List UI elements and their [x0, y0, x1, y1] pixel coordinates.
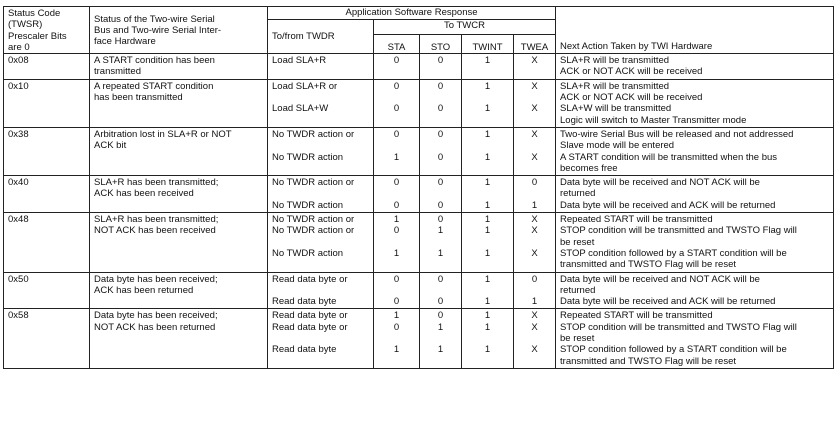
status-desc-header-line: face Hardware	[94, 36, 156, 48]
next-action-line: STOP condition followed by a START condition will be	[560, 344, 787, 356]
next-action-cell	[556, 176, 834, 213]
sto-value: 1	[437, 344, 444, 356]
twea-value: X	[531, 151, 538, 163]
app-response-header: Application Software Response	[268, 7, 556, 20]
next-action-line: SLA+R will be transmitted	[560, 55, 670, 67]
status-description-line: NOT ACK has been received	[94, 225, 216, 237]
next-action-line: be reset	[560, 236, 595, 248]
next-action-cell	[556, 272, 834, 309]
twea-value: X	[531, 247, 538, 259]
status-description-cell	[90, 213, 268, 272]
twdr-action: Load SLA+R or	[272, 80, 338, 92]
twea-value: 0	[531, 177, 538, 189]
sta-value: 1	[393, 310, 400, 322]
status-code: 0x58	[8, 310, 29, 322]
sto-value: 0	[437, 199, 444, 211]
next-action-cell	[556, 54, 834, 80]
status-description-cell	[90, 127, 268, 175]
twint-value: 1	[484, 247, 491, 259]
sta-value-cell	[374, 127, 420, 175]
twint-value-cell	[462, 176, 514, 213]
twea-value-cell	[514, 54, 556, 80]
twea-value: 0	[531, 273, 538, 285]
sto-value: 0	[437, 55, 444, 67]
twint-value-cell	[462, 272, 514, 309]
twint-value: 1	[484, 199, 491, 211]
to-from-twdr-header: To/from TWDR	[268, 20, 374, 54]
status-code-cell	[4, 272, 90, 309]
status-description-cell	[90, 272, 268, 309]
to-twcr-header: To TWCR	[374, 20, 556, 35]
status-code: 0x50	[8, 273, 29, 285]
table-row	[4, 79, 834, 127]
next-action-line: becomes free	[560, 162, 618, 174]
twint-value: 1	[484, 55, 491, 67]
status-description-cell	[90, 176, 268, 213]
twdr-action: Read data byte or	[272, 273, 348, 285]
status-description-line: transmitted	[94, 66, 141, 78]
table-row	[4, 176, 834, 213]
sto-value: 0	[437, 296, 444, 308]
sta-value: 1	[393, 214, 400, 226]
status-description-line: SLA+R has been transmitted;	[94, 214, 219, 226]
twdr-action: No TWDR action	[272, 247, 344, 259]
twint-header: TWINT	[462, 35, 514, 54]
twint-value: 1	[484, 177, 491, 189]
status-code: 0x40	[8, 177, 29, 189]
status-code: 0x08	[8, 55, 29, 67]
twint-value: 1	[484, 151, 491, 163]
twint-value-cell	[462, 79, 514, 127]
next-action-line: returned	[560, 284, 596, 296]
sta-value-cell	[374, 54, 420, 80]
twdr-action: Read data byte or	[272, 310, 348, 322]
next-action-line: Data byte will be received and ACK will be returned	[560, 296, 776, 308]
twdr-action: No TWDR action	[272, 151, 344, 163]
status-code-cell	[4, 127, 90, 175]
sto-value-cell	[420, 309, 462, 368]
next-action-line: Data byte will be received and ACK will be returned	[560, 199, 776, 211]
status-code-header-line: Status Code	[8, 8, 61, 19]
sto-value-cell	[420, 272, 462, 309]
next-action-line: transmitted and TWSTO Flag will be reset	[560, 355, 737, 367]
twint-value-cell	[462, 54, 514, 80]
sta-value: 0	[393, 199, 400, 211]
table-row	[4, 309, 834, 368]
twea-value: X	[531, 310, 538, 322]
table-row	[4, 54, 834, 80]
twdr-action: No TWDR action or	[272, 177, 355, 189]
next-action-line: be reset	[560, 333, 595, 345]
twdr-action: Read data byte or	[272, 321, 348, 333]
twea-value: X	[531, 344, 538, 356]
twea-value: X	[531, 321, 538, 333]
twdr-action-cell	[268, 79, 374, 127]
status-code-header	[4, 7, 90, 54]
status-description-line: ACK bit	[94, 140, 127, 152]
twint-value: 1	[484, 225, 491, 237]
twint-value: 1	[484, 214, 491, 226]
status-desc-header-line: Status of the Two-wire Serial	[94, 13, 215, 25]
status-code: 0x38	[8, 128, 29, 140]
sto-value-cell	[420, 79, 462, 127]
next-action-line: ACK or NOT ACK will be received	[560, 66, 703, 78]
sta-value: 1	[393, 151, 400, 163]
twdr-action-cell	[268, 176, 374, 213]
next-action-line: Data byte will be received and NOT ACK will be	[560, 177, 760, 189]
twdr-action: Read data byte	[272, 344, 337, 356]
sto-value-cell	[420, 213, 462, 272]
next-action-line: Repeated START will be transmitted	[560, 214, 713, 226]
sta-value: 0	[393, 225, 400, 237]
sta-value-cell	[374, 309, 420, 368]
next-action-line: Logic will switch to Master Transmitter mode	[560, 114, 747, 126]
next-action-line: Repeated START will be transmitted	[560, 310, 713, 322]
sta-value: 1	[393, 344, 400, 356]
twdr-action: Load SLA+R	[272, 55, 327, 67]
twea-value: X	[531, 128, 538, 140]
status-desc-header-line: Bus and Two-wire Serial Inter-	[94, 24, 222, 36]
sta-value: 0	[393, 103, 400, 115]
next-action-line: returned	[560, 188, 596, 200]
status-description-line: A START condition has been	[94, 55, 215, 67]
status-description-line: NOT ACK has been returned	[94, 321, 216, 333]
status-description-header	[90, 7, 268, 54]
sto-value-cell	[420, 176, 462, 213]
sto-value: 0	[437, 151, 444, 163]
sta-value-cell	[374, 213, 420, 272]
twint-value: 1	[484, 310, 491, 322]
status-code-header-line: (TWSR)	[8, 19, 43, 31]
sto-value: 0	[437, 80, 444, 92]
twea-value: 1	[531, 296, 538, 308]
twea-value: 1	[531, 199, 538, 211]
next-action-cell	[556, 213, 834, 272]
twint-value: 1	[484, 321, 491, 333]
sta-header: STA	[374, 35, 420, 54]
sta-value-cell	[374, 176, 420, 213]
sta-value: 0	[393, 177, 400, 189]
sta-value-cell	[374, 272, 420, 309]
sta-value: 0	[393, 80, 400, 92]
status-description-line: ACK has been received	[94, 188, 194, 200]
twdr-action-cell	[268, 54, 374, 80]
status-description-line: has been transmitted	[94, 92, 183, 104]
sto-value: 0	[437, 128, 444, 140]
next-action-line: Data byte will be received and NOT ACK will be	[560, 273, 760, 285]
next-action-header: Next Action Taken by TWI Hardware	[556, 7, 834, 54]
sto-value: 0	[437, 214, 444, 226]
sto-header: STO	[420, 35, 462, 54]
twdr-action-cell	[268, 127, 374, 175]
next-action-line: Slave mode will be entered	[560, 140, 675, 152]
next-action-line: ACK or NOT ACK will be received	[560, 92, 703, 104]
status-code: 0x48	[8, 214, 29, 226]
next-action-line: transmitted and TWSTO Flag will be reset	[560, 259, 737, 271]
sta-value: 0	[393, 321, 400, 333]
status-code-header-line: are 0	[8, 41, 30, 53]
status-code: 0x10	[8, 80, 29, 92]
status-description-line: ACK has been returned	[94, 284, 194, 296]
status-code-cell	[4, 54, 90, 80]
twea-value: X	[531, 225, 538, 237]
twea-value: X	[531, 214, 538, 226]
sta-value-cell	[374, 79, 420, 127]
next-action-cell	[556, 79, 834, 127]
status-description-line: Data byte has been received;	[94, 310, 218, 322]
next-action-line: STOP condition will be transmitted and TWSTO Flag will	[560, 321, 797, 333]
table-row	[4, 127, 834, 175]
status-description-line: Arbitration lost in SLA+R or NOT	[94, 128, 232, 140]
twint-value-cell	[462, 213, 514, 272]
next-action-line: A START condition will be transmitted when the bus	[560, 151, 778, 163]
twdr-action: No TWDR action or	[272, 214, 355, 226]
twdr-action: No TWDR action or	[272, 128, 355, 140]
status-code-cell	[4, 213, 90, 272]
sto-value-cell	[420, 54, 462, 80]
next-action-line: STOP condition followed by a START condition will be	[560, 247, 787, 259]
twea-value: X	[531, 55, 538, 67]
status-description-line: Data byte has been received;	[94, 273, 218, 285]
status-code-cell	[4, 309, 90, 368]
twea-value: X	[531, 103, 538, 115]
status-description-line: SLA+R has been transmitted;	[94, 177, 219, 189]
next-action-cell	[556, 309, 834, 368]
twdr-action: No TWDR action	[272, 199, 344, 211]
table-row	[4, 213, 834, 272]
twi-status-table	[3, 6, 834, 369]
sta-value: 1	[393, 247, 400, 259]
status-description-cell	[90, 79, 268, 127]
sta-value: 0	[393, 296, 400, 308]
twint-value: 1	[484, 296, 491, 308]
twint-value-cell	[462, 309, 514, 368]
sta-value: 0	[393, 128, 400, 140]
sto-value: 1	[437, 321, 444, 333]
status-description-line: A repeated START condition	[94, 80, 214, 92]
next-action-line: Two-wire Serial Bus will be released and not addressed	[560, 128, 794, 140]
next-action-line: SLA+W will be transmitted	[560, 103, 672, 115]
next-action-line: STOP condition will be transmitted and TWSTO Flag will	[560, 225, 797, 237]
twea-value-cell	[514, 309, 556, 368]
table-row	[4, 272, 834, 309]
status-description-cell	[90, 309, 268, 368]
twea-value-cell	[514, 272, 556, 309]
twea-value-cell	[514, 127, 556, 175]
sto-value-cell	[420, 127, 462, 175]
twint-value: 1	[484, 80, 491, 92]
status-code-cell	[4, 79, 90, 127]
twint-value-cell	[462, 127, 514, 175]
status-description-cell	[90, 54, 268, 80]
sto-value: 0	[437, 103, 444, 115]
twint-value: 1	[484, 128, 491, 140]
sto-value: 0	[437, 177, 444, 189]
twint-value: 1	[484, 344, 491, 356]
table-body	[4, 54, 834, 369]
twint-value: 1	[484, 103, 491, 115]
status-code-header-line: Prescaler Bits	[8, 30, 67, 42]
sto-value: 1	[437, 225, 444, 237]
status-code-cell	[4, 176, 90, 213]
twint-value: 1	[484, 273, 491, 285]
twea-value-cell	[514, 176, 556, 213]
twdr-action-cell	[268, 272, 374, 309]
twea-value-cell	[514, 213, 556, 272]
sto-value: 1	[437, 247, 444, 259]
next-action-line: SLA+R will be transmitted	[560, 80, 670, 92]
twea-value: X	[531, 80, 538, 92]
sto-value: 0	[437, 273, 444, 285]
header-row-1	[4, 7, 834, 20]
twdr-action-cell	[268, 213, 374, 272]
twdr-action: Load SLA+W	[272, 103, 329, 115]
twea-header: TWEA	[514, 35, 556, 54]
sto-value: 0	[437, 310, 444, 322]
twdr-action: Read data byte	[272, 296, 337, 308]
twdr-action-cell	[268, 309, 374, 368]
next-action-cell	[556, 127, 834, 175]
twea-value-cell	[514, 79, 556, 127]
sta-value: 0	[393, 55, 400, 67]
twdr-action: No TWDR action or	[272, 225, 355, 237]
sta-value: 0	[393, 273, 400, 285]
